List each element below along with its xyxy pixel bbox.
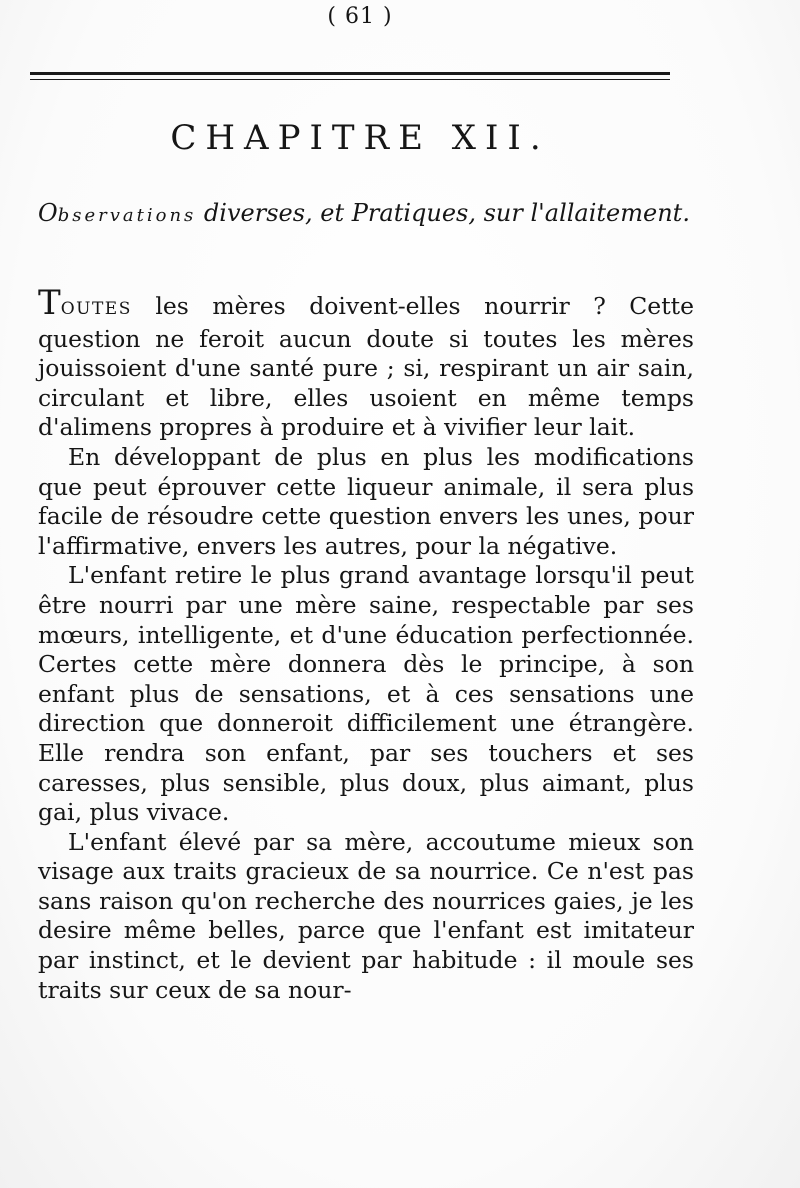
header-rule-thin [30, 79, 670, 80]
paragraph [38, 283, 694, 443]
header-rule-thick [30, 72, 670, 75]
page-number: ( 61 ) [327, 4, 393, 29]
subtitle-rest: diverses, et Pratiques, sur l'allaitement. [196, 199, 690, 227]
paragraph-text: les mères doivent-elles nourrir ? Cette question ne feroit aucun doute si toutes les mères jouissoient d'une santé pure ; si, respirant un air sain, circulant et libre, elles usoient en même temps d'alimens propres à produire et à vivifier leur lait. [38, 292, 694, 442]
body-text [38, 283, 694, 1005]
chapter-title: CHAPITRE XII. [170, 118, 550, 158]
drop-cap: T [38, 283, 61, 323]
subtitle-lead-letter: O [38, 199, 58, 227]
paragraph: L'enfant élevé par sa mère, accoutume mieux son visage aux traits gracieux de sa nourrice. Ce n'est pas sans raison qu'on recherche des nourrices gaies, je les desire même belles, parce que l'enfant est imitateur par instinct, et le devient par habitude : il moule ses traits sur ceux de sa nour- [38, 827, 694, 1004]
subtitle-lead-smallcaps: bservations [57, 205, 197, 226]
opening-smallcaps: OUTES [60, 299, 132, 319]
paragraph: L'enfant retire le plus grand avantage lorsqu'il peut être nourri par une mère saine, respectable par ses mœurs, intelligente, et d'une éducation perfectionnée. Certes cette mère donnera dès le principe, à son enfant plus de sensations, et à ces sensations une direction que donneroit difficilement une étrangère. Elle rendra son enfant, par ses touchers et ses caresses, plus sensible, plus doux, plus aimant, plus gai, plus vivace. [38, 561, 694, 827]
paragraph: En développant de plus en plus les modifications que peut éprouver cette liqueur animale, il sera plus facile de résoudre cette question envers les unes, pour l'affirmative, envers les autres, pour la négative. [38, 442, 694, 560]
chapter-subtitle [34, 196, 694, 233]
